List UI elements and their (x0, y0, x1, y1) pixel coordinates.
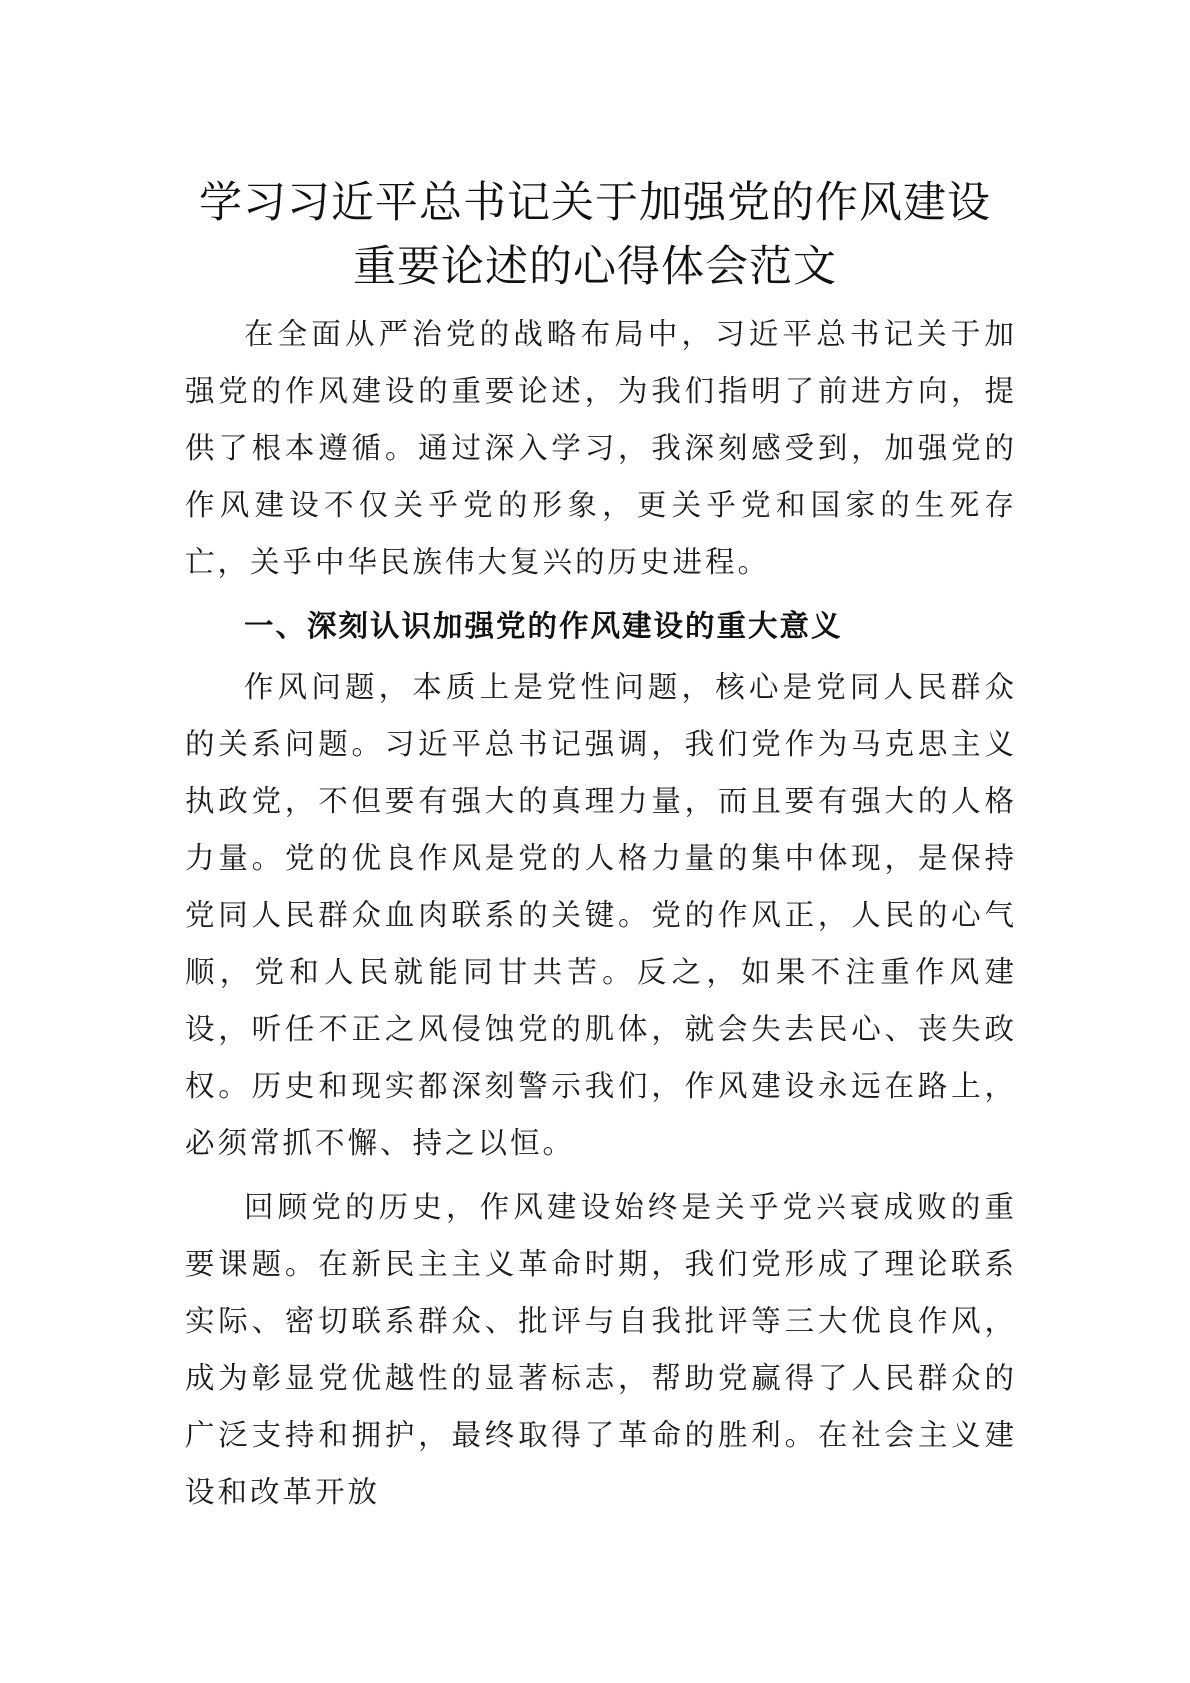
section-1-paragraph-1: 作风问题，本质上是党性问题，核心是党同人民群众的关系问题。习近平总书记强调，我们党作为马克思主义执政党，不但要有强大的真理力量，而且要有强大的人格力量。党的优良作风是党的人格力量的集中体现，是保持党同人民群众血肉联系的关键。党的作风正，人民的心气顺，党和人民就能同甘共苦。反之，如果不注重作风建设，听任不正之风侵蚀党的肌体，就会失去民心、丧失政权。历史和现实都深刻警示我们，作风建设永远在路上，必须常抓不懈、持之以恒。 (185, 670, 1017, 1160)
document-title-line-2: 重要论述的心得体会范文 (353, 242, 837, 292)
section-1-paragraph-2: 回顾党的历史，作风建设始终是关乎党兴衰成败的重要课题。在新民主主义革命时期，我们党形成了理论联系实际、密切联系群众、批评与自我批评等三大优良作风，成为彰显党优越性的显著标志，帮助党赢得了人民群众的广泛支持和拥护，最终取得了革命的胜利。在社会主义建设和改革开放 (185, 1190, 1017, 1509)
document-title-line-1: 学习习近平总书记关于加强党的作风建设 (199, 178, 991, 228)
section-heading-1: 一、深刻认识加强党的作风建设的重大意义 (244, 609, 843, 643)
intro-paragraph: 在全面从严治党的战略布局中，习近平总书记关于加强党的作风建设的重要论述，为我们指明了前进方向，提供了根本遵循。通过深入学习，我深刻感受到，加强党的作风建设不仅关乎党的形象，更关乎党和国家的生死存亡，关乎中华民族伟大复兴的历史进程。 (185, 317, 1017, 579)
document-body (185, 306, 1017, 1528)
